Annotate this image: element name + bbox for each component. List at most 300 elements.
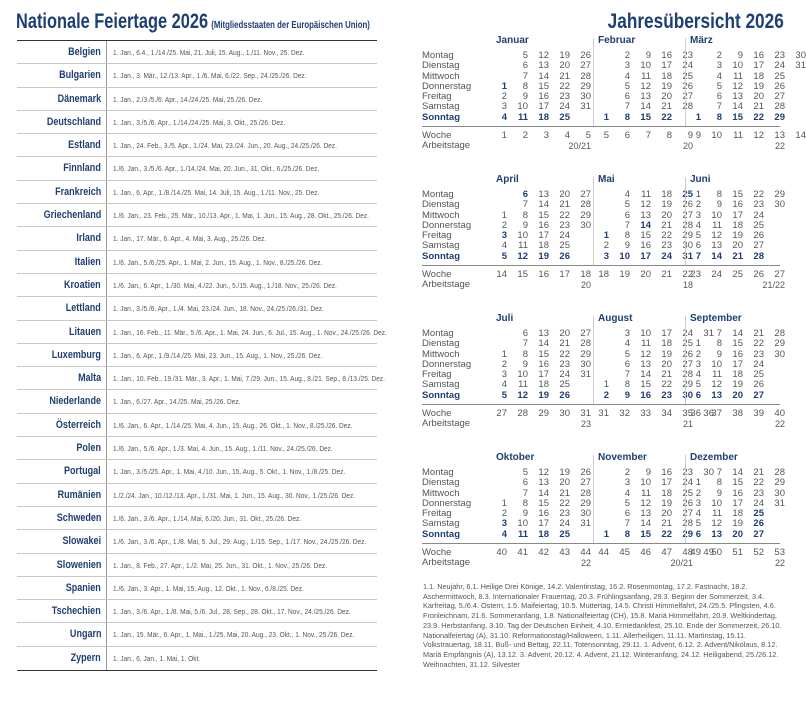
day-cell: 9 xyxy=(737,50,743,61)
day-cell: 24 xyxy=(682,328,693,339)
day-cell: 11 xyxy=(517,111,528,123)
day-cell: 26 xyxy=(753,379,764,391)
day-cell: 17 xyxy=(661,477,672,489)
day-cell: 18 xyxy=(661,487,672,499)
day-cell: 5 xyxy=(695,518,701,530)
day-cell: 17 xyxy=(732,358,743,370)
day-cell: 5 xyxy=(501,250,507,262)
weekday-label: Samstag xyxy=(422,518,460,530)
day-cell: 18 xyxy=(538,240,549,252)
day-cell: 21 xyxy=(661,369,672,381)
month-name: Dezember xyxy=(690,452,738,463)
week-number: 38 xyxy=(732,408,743,419)
day-cell: 2 xyxy=(603,240,609,252)
day-cell xyxy=(490,190,507,200)
day-cell: 19 xyxy=(538,389,549,401)
day-cell: 2 xyxy=(716,50,722,61)
country-name: Griechenland xyxy=(43,209,101,222)
day-cell: 28 xyxy=(580,338,591,350)
day-cell: 1 xyxy=(501,209,507,221)
week-number: 18 xyxy=(580,269,591,280)
day-cell xyxy=(592,211,609,221)
day-cell: 10 xyxy=(640,60,651,72)
column-divider xyxy=(106,181,107,203)
day-cell: 29 xyxy=(682,528,693,540)
day-cell: 18 xyxy=(753,70,764,82)
working-days-count: 22 xyxy=(774,419,785,429)
week-column xyxy=(511,329,528,401)
day-cell: 12 xyxy=(538,50,549,61)
day-cell: 10 xyxy=(640,328,651,339)
day-cell xyxy=(592,329,609,339)
column-divider xyxy=(106,297,107,319)
day-cell: 19 xyxy=(559,467,570,478)
day-cell: 24 xyxy=(559,101,570,113)
day-cell: 2 xyxy=(624,50,630,61)
weekday-label: Sonntag xyxy=(422,528,460,540)
week-column xyxy=(684,190,701,262)
holiday-dates: 1. Jan., 15. Mär., 6. Apr., 1. Mai., 1./25. Mai, 20. Aug., 23. Okt., 1. Nov., 25./26. Dez. xyxy=(113,630,355,640)
day-cell: 19 xyxy=(661,497,672,509)
holiday-row xyxy=(17,390,377,413)
day-cell: 24 xyxy=(753,209,764,221)
day-cell xyxy=(574,380,591,390)
day-cell: 10 xyxy=(517,101,528,113)
day-cell xyxy=(789,92,806,102)
week-number: 19 xyxy=(619,269,630,280)
day-cell: 6 xyxy=(624,209,630,221)
day-cell: 9 xyxy=(522,219,528,231)
day-cell: 16 xyxy=(538,358,549,370)
weekday-label: Mittwoch xyxy=(422,209,460,221)
day-cell xyxy=(592,499,609,509)
holiday-row xyxy=(17,88,377,111)
day-cell: 26 xyxy=(559,250,570,262)
day-cell: 20 xyxy=(753,91,764,103)
holiday-row xyxy=(17,600,377,623)
month-name: September xyxy=(690,313,742,324)
day-cell: 8 xyxy=(522,80,528,92)
week-number: 6 xyxy=(624,130,630,141)
week-number: 3 xyxy=(543,130,549,141)
day-cell: 1 xyxy=(603,528,609,540)
day-cell: 7 xyxy=(624,219,630,231)
working-days-count: 20/21 xyxy=(568,141,591,151)
day-cell: 30 xyxy=(580,219,591,231)
working-days-count: 20/21 xyxy=(670,558,693,568)
day-cell: 25 xyxy=(753,508,764,520)
month-name: November xyxy=(598,452,647,463)
weekday-label: Dienstag xyxy=(422,199,460,211)
day-cell: 9 xyxy=(522,358,528,370)
day-cell: 16 xyxy=(538,219,549,231)
day-cell: 17 xyxy=(753,60,764,72)
holiday-row xyxy=(17,204,377,227)
holiday-dates: 1./6. Jan., 23. Feb., 25. Mär., 10./13. Apr., 1. Mai, 1. Jun., 15. Aug., 28. Okt., 25./26. Dez. xyxy=(113,211,369,221)
day-cell xyxy=(768,241,785,251)
day-cell: 18 xyxy=(661,70,672,82)
week-column xyxy=(574,329,591,401)
day-cell: 7 xyxy=(624,369,630,381)
holiday-row xyxy=(17,181,377,204)
day-cell: 26 xyxy=(559,389,570,401)
divider xyxy=(422,265,780,266)
day-cell: 4 xyxy=(501,528,507,540)
column-divider xyxy=(106,204,107,226)
country-name: Rumänien xyxy=(57,488,101,501)
day-cell xyxy=(574,231,591,241)
weekday-label: Dienstag xyxy=(422,60,460,72)
day-cell: 12 xyxy=(517,389,528,401)
day-cell: 5 xyxy=(522,50,528,61)
day-cell: 25 xyxy=(559,528,570,540)
day-cell: 2 xyxy=(603,389,609,401)
day-cell xyxy=(592,350,609,360)
week-column xyxy=(655,329,672,401)
day-cell: 22 xyxy=(661,528,672,540)
day-cell: 27 xyxy=(580,328,591,339)
column-divider xyxy=(106,111,107,133)
day-cell: 28 xyxy=(580,199,591,211)
weekday-label: Freitag xyxy=(422,91,452,103)
week-number: 22 xyxy=(682,269,693,280)
day-cell: 20 xyxy=(559,189,570,200)
day-cell: 23 xyxy=(559,219,570,231)
day-cell: 15 xyxy=(640,379,651,391)
week-number: 18 xyxy=(598,269,609,280)
day-cell: 2 xyxy=(695,199,701,211)
day-cell: 12 xyxy=(711,230,722,242)
day-cell: 11 xyxy=(641,487,651,499)
month-name: August xyxy=(598,313,633,324)
day-cell: 20 xyxy=(732,389,743,401)
day-cell xyxy=(789,102,806,112)
day-cell: 30 xyxy=(774,487,785,499)
holiday-dates: 1. Jan., 6. Jan., 1. Mai, 1. Okt. xyxy=(113,653,201,663)
day-cell: 1 xyxy=(695,189,701,200)
week-number: 40 xyxy=(496,547,507,558)
day-cell: 21 xyxy=(661,219,672,231)
day-cell: 12 xyxy=(640,497,651,509)
day-cell: 5 xyxy=(624,80,630,92)
day-cell: 3 xyxy=(695,209,701,221)
holiday-dates: 1./6. Jan., 3./6. Apr., 1./14. Mai, 6./20. Jun., 31. Okt., 25./26. Dez. xyxy=(113,513,302,523)
day-cell xyxy=(592,200,609,210)
day-cell: 24 xyxy=(559,518,570,530)
day-cell xyxy=(574,241,591,251)
week-column xyxy=(613,190,630,262)
day-cell: 21 xyxy=(661,518,672,530)
column-divider xyxy=(106,227,107,249)
column-divider xyxy=(106,251,107,273)
day-cell: 22 xyxy=(661,111,672,123)
holiday-row xyxy=(17,274,377,297)
week-column xyxy=(655,51,672,123)
day-cell xyxy=(768,252,785,262)
day-cell: 1 xyxy=(501,497,507,509)
month-name: Mai xyxy=(598,174,615,185)
country-name: Irland xyxy=(76,232,101,245)
day-cell: 21 xyxy=(732,250,743,262)
week-number: 53 xyxy=(774,547,785,558)
day-cell: 11 xyxy=(641,189,651,200)
day-cell: 19 xyxy=(753,80,764,92)
day-cell: 19 xyxy=(661,199,672,211)
holiday-row xyxy=(17,227,377,250)
day-cell xyxy=(592,509,609,519)
day-cell: 18 xyxy=(661,338,672,350)
week-number: 11 xyxy=(733,130,743,141)
country-name: Tschechien xyxy=(52,605,101,618)
day-cell: 30 xyxy=(703,467,714,478)
day-cell: 28 xyxy=(580,487,591,499)
day-cell: 20 xyxy=(732,528,743,540)
day-cell: 22 xyxy=(753,111,764,123)
day-cell: 13 xyxy=(711,389,722,401)
day-cell: 29 xyxy=(580,348,591,360)
holiday-row xyxy=(17,111,377,134)
holiday-dates: 1. Jan., 6. Apr., 1./9./14./25. Mai, 23. Jun., 15. Aug., 1. Nov., 25./26. Dez. xyxy=(113,350,323,360)
day-cell: 9 xyxy=(716,348,722,360)
holiday-dates: 1. Jan., 3./5./6. Apr., 1./4. Mai, 23./24. Jun., 18. Nov., 24./25./26./31. Dez. xyxy=(113,304,324,314)
day-cell: 6 xyxy=(522,328,528,339)
week-number: 14 xyxy=(496,269,507,280)
day-cell: 29 xyxy=(682,230,693,242)
day-cell xyxy=(768,221,785,231)
working-days-count: 22 xyxy=(580,558,591,568)
week-column xyxy=(553,329,570,401)
day-cell: 25 xyxy=(753,369,764,381)
working-days-count: 22 xyxy=(774,558,785,568)
weekday-label: Mittwoch xyxy=(422,348,460,360)
page-title-holidays xyxy=(16,10,370,34)
day-cell: 14 xyxy=(538,199,549,211)
day-cell xyxy=(768,380,785,390)
column-divider xyxy=(106,88,107,110)
week-column xyxy=(613,51,630,123)
day-cell xyxy=(768,530,785,540)
day-cell: 6 xyxy=(695,389,701,401)
day-cell: 23 xyxy=(774,50,785,61)
day-cell xyxy=(592,468,609,478)
day-cell xyxy=(768,509,785,519)
day-cell: 7 xyxy=(522,70,528,82)
weekday-labels xyxy=(422,190,471,262)
holiday-row xyxy=(17,321,387,344)
day-cell: 6 xyxy=(624,358,630,370)
day-cell: 15 xyxy=(538,497,549,509)
day-cell: 31 xyxy=(774,497,785,509)
day-cell: 22 xyxy=(559,80,570,92)
day-cell: 24 xyxy=(559,230,570,242)
day-cell: 16 xyxy=(538,91,549,103)
week-label xyxy=(422,131,470,152)
day-cell: 21 xyxy=(559,338,570,350)
week-number: 27 xyxy=(774,269,785,280)
day-cell: 24 xyxy=(753,358,764,370)
day-cell xyxy=(684,61,701,71)
week-column xyxy=(747,468,764,540)
divider xyxy=(422,126,780,127)
day-cell xyxy=(592,61,609,71)
week-number: 16 xyxy=(538,269,549,280)
day-cell: 12 xyxy=(711,518,722,530)
day-cell: 3 xyxy=(624,477,630,489)
weekday-label: Donnerstag xyxy=(422,219,472,231)
day-cell xyxy=(592,360,609,370)
day-cell: 23 xyxy=(753,348,764,360)
column-divider xyxy=(106,64,107,86)
holiday-dates: 1./6. Jan., 6. Apr., 1./14./25. Mai, 4. Jun., 15. Aug., 26. Okt., 1. Nov., 8./25./26. Dez. xyxy=(113,420,353,430)
day-cell xyxy=(684,92,701,102)
week-number: 10 xyxy=(711,130,722,141)
week-number: 13 xyxy=(774,130,785,141)
day-cell: 21 xyxy=(753,328,764,339)
day-cell: 4 xyxy=(695,508,701,520)
day-cell: 16 xyxy=(753,50,764,61)
day-cell: 10 xyxy=(711,358,722,370)
day-cell: 10 xyxy=(517,518,528,530)
weekday-labels xyxy=(422,51,471,123)
week-number: 49 xyxy=(703,547,714,558)
day-cell: 18 xyxy=(538,379,549,391)
week-column xyxy=(684,468,701,540)
woche-label: Woche xyxy=(422,547,452,558)
day-cell: 15 xyxy=(732,111,743,123)
holiday-row xyxy=(17,647,377,670)
day-cell: 2 xyxy=(695,487,701,499)
day-cell: 8 xyxy=(716,338,722,350)
day-cell: 29 xyxy=(774,189,785,200)
column-divider xyxy=(106,274,107,296)
day-cell xyxy=(490,478,507,488)
country-name: Estland xyxy=(68,139,101,152)
woche-label: Woche xyxy=(422,408,452,419)
day-cell: 10 xyxy=(517,230,528,242)
week-number: 31 xyxy=(580,408,591,419)
day-cell: 22 xyxy=(753,338,764,350)
day-cell: 14 xyxy=(640,101,651,113)
day-cell: 22 xyxy=(559,497,570,509)
day-cell: 10 xyxy=(517,369,528,381)
week-column xyxy=(705,51,722,123)
day-cell: 26 xyxy=(580,50,591,61)
day-cell xyxy=(592,92,609,102)
day-cell: 22 xyxy=(661,379,672,391)
day-cell: 8 xyxy=(624,111,630,123)
day-cell: 11 xyxy=(712,219,722,231)
day-cell xyxy=(684,51,701,61)
week-column xyxy=(553,190,570,262)
week-column xyxy=(613,468,630,540)
day-cell: 4 xyxy=(624,189,630,200)
day-cell: 16 xyxy=(661,467,672,478)
weekday-label: Mittwoch xyxy=(422,70,460,82)
day-cell: 24 xyxy=(661,250,672,262)
day-cell: 9 xyxy=(645,467,651,478)
week-number: 52 xyxy=(753,547,764,558)
day-cell: 23 xyxy=(682,50,693,61)
day-cell: 8 xyxy=(624,379,630,391)
day-cell: 4 xyxy=(501,240,507,252)
day-cell: 21 xyxy=(661,101,672,113)
holiday-dates: 1. Jan., 17. Mär., 6. Apr., 4. Mai, 3. Aug., 25./26. Dez. xyxy=(113,234,267,244)
holiday-row xyxy=(17,344,377,367)
holiday-row xyxy=(17,367,385,390)
country-name: Malta xyxy=(77,372,101,385)
week-number: 5 xyxy=(585,130,591,141)
day-cell: 23 xyxy=(559,91,570,103)
weekday-label: Samstag xyxy=(422,101,460,113)
week-column xyxy=(634,190,651,262)
day-cell: 20 xyxy=(661,209,672,221)
day-cell: 23 xyxy=(661,389,672,401)
holiday-dates: 1. Jan., 6.4., 1./14./25. Mai, 21. Juli, 15. Aug., 1./11. Nov., 25. Dez. xyxy=(113,48,305,57)
day-cell: 5 xyxy=(624,199,630,211)
day-cell: 1 xyxy=(603,230,609,242)
week-column xyxy=(490,329,507,401)
divider xyxy=(422,404,780,405)
day-cell: 13 xyxy=(538,189,549,200)
day-cell: 27 xyxy=(753,389,764,401)
day-cell: 26 xyxy=(682,199,693,211)
day-cell: 20 xyxy=(661,91,672,103)
day-cell: 6 xyxy=(695,528,701,540)
day-cell xyxy=(574,252,591,262)
day-cell: 3 xyxy=(695,497,701,509)
day-cell: 24 xyxy=(774,60,785,72)
day-cell: 7 xyxy=(624,101,630,113)
weekday-labels xyxy=(422,329,471,401)
day-cell: 19 xyxy=(732,379,743,391)
column-divider xyxy=(106,530,107,552)
day-cell: 7 xyxy=(716,467,722,478)
weekday-label: Sonntag xyxy=(422,250,460,262)
day-cell: 22 xyxy=(753,477,764,489)
column-divider xyxy=(106,507,107,529)
week-number: 15 xyxy=(517,269,528,280)
day-cell xyxy=(768,391,785,401)
day-cell: 19 xyxy=(732,230,743,242)
week-number: 39 xyxy=(753,408,764,419)
day-cell: 30 xyxy=(795,50,806,61)
day-cell xyxy=(592,51,609,61)
day-cell: 21 xyxy=(559,487,570,499)
holiday-row xyxy=(17,577,377,600)
day-cell: 17 xyxy=(538,518,549,530)
day-cell: 6 xyxy=(624,91,630,103)
week-number: 37 xyxy=(711,408,722,419)
day-cell: 8 xyxy=(624,230,630,242)
country-name: Niederlande xyxy=(49,395,101,408)
day-cell: 17 xyxy=(538,230,549,242)
day-cell: 30 xyxy=(774,199,785,211)
day-cell: 29 xyxy=(580,497,591,509)
day-cell: 6 xyxy=(716,91,722,103)
day-cell: 10 xyxy=(640,477,651,489)
weekday-label: Montag xyxy=(422,189,454,200)
day-cell: 8 xyxy=(716,111,722,123)
day-cell: 13 xyxy=(711,240,722,252)
week-column xyxy=(511,468,528,540)
day-cell: 31 xyxy=(795,60,806,72)
day-cell: 23 xyxy=(682,467,693,478)
day-cell xyxy=(574,530,591,540)
week-number: 50 xyxy=(711,547,722,558)
day-cell: 25 xyxy=(682,487,693,499)
day-cell: 14 xyxy=(538,487,549,499)
day-cell: 6 xyxy=(695,240,701,252)
